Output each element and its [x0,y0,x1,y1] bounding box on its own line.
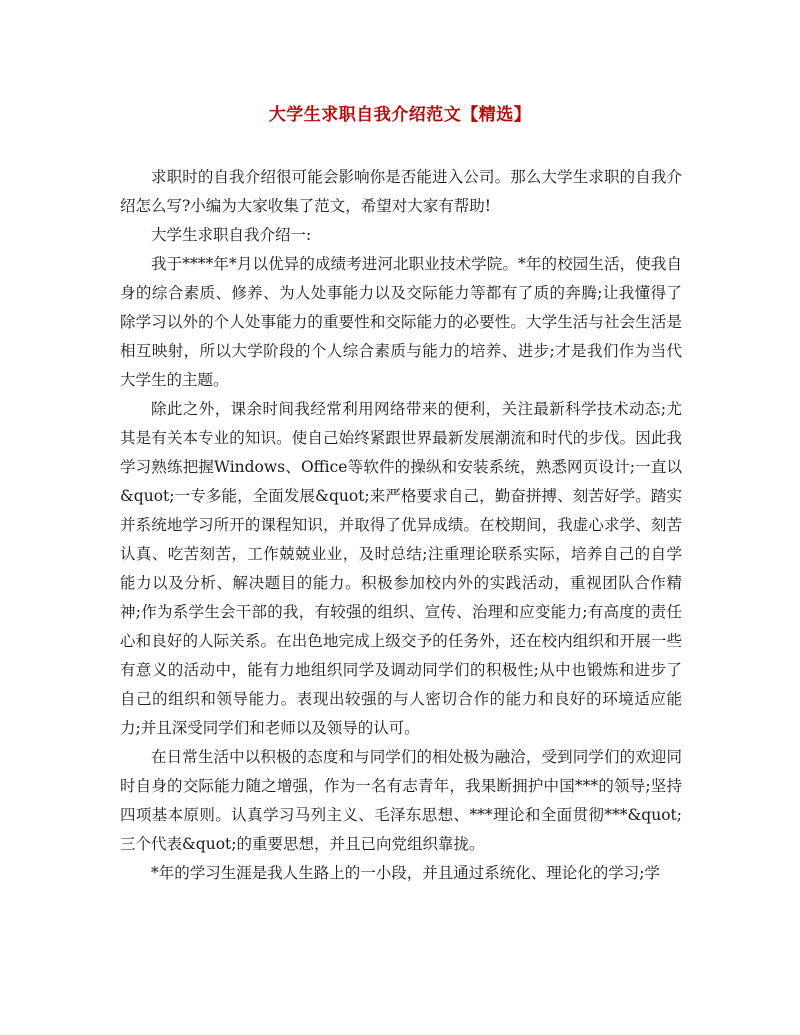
paragraph-intro: 求职时的自我介绍很可能会影响你是否能进入公司。那么大学生求职的自我介绍怎么写?小编为大家收集了范文，希望对大家有帮助! [120,168,682,215]
paragraph: 我于****年*月以优异的成绩考进河北职业技术学院。*年的校园生活，使我自身的综合素质、修养、为人处事能力以及交际能力等都有了质的奔腾;让我懂得了除学习以外的个人处事能力的重要性和交际能力的必要性。大学生活与社会生活是相互映射，所以大学阶段的个人综合素质与能力的培养、进步;才是我们作为当代大学生的主题。 [120,255,682,389]
paragraph: 除此之外，课余时间我经常利用网络带来的便利，关注最新科学技术动态;尤其是有关本专业的知识。使自己始终紧跟世界最新发展潮流和时代的步伐。因此我学习熟练把握Windows、Office等软件的操纵和安装系统，熟悉网页设计;一直以&quot;一专多能，全面发展&quot;来严格要求自己，勤奋拼搏、刻苦好学。踏实并系统地学习所开的课程知识，并取得了优异成绩。在校期间，我虚心求学、刻苦认真、吃苦刻苦，工作兢兢业业，及时总结;注重理论联系实际，培养自己的自学能力以及分析、解决题目的能力。积极参加校内外的实践活动，重视团队合作精神;作为系学生会干部的我，有较强的组织、宣传、治理和应变能力;有高度的责任心和良好的人际关系。在出色地完成上级交予的任务外，还在校内组织和开展一些有意义的活动中，能有力地组织同学及调动同学们的积极性;从中也锻炼和进步了自己的组织和领导能力。表现出较强的与人密切合作的能力和良好的环境适应能力;并且深受同学们和老师以及领导的认可。 [120,400,682,737]
document-body [120,163,682,888]
paragraph: 在日常生活中以积极的态度和与同学们的相处极为融洽，受到同学们的欢迎同时自身的交际能力随之增强，作为一名有志青年，我果断拥护中国***的领导;坚持四项基本原则。认真学习马列主义、毛泽东思想、***理论和全面贯彻***&quot;三个代表&quot;的重要思想，并且已向党组织靠拢。 [120,748,682,853]
page-title: 大学生求职自我介绍范文【精选】 [268,105,532,125]
section-heading: 大学生求职自我介绍一: [151,226,312,244]
paragraph: *年的学习生涯是我人生路上的一小段，并且通过系统化、理论化的学习;学 [151,864,660,882]
